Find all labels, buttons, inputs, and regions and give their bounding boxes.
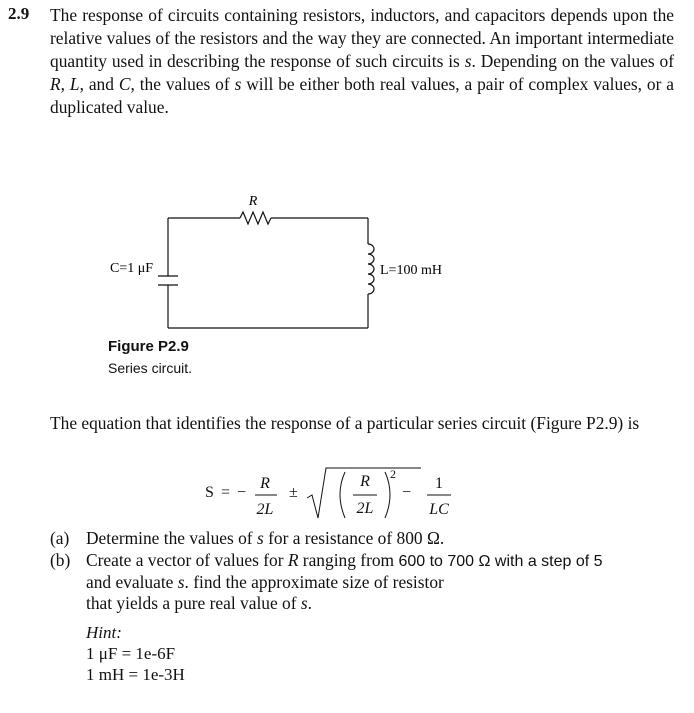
problem-number: 2.9 bbox=[8, 4, 30, 23]
part-a-label: (a) bbox=[50, 528, 70, 548]
formula-lhs: S bbox=[205, 484, 214, 501]
part-b-text: Create a vector of values for R ranging from 600 to 700 Ω with a step of 5 and evaluate s. find the approximate size of resistor that yields a pure real value of s. bbox=[86, 550, 603, 613]
resistor-label: R bbox=[248, 194, 258, 209]
capacitor-label: C=1 μF bbox=[110, 261, 154, 276]
formula-num-r: R bbox=[260, 475, 270, 492]
part-b bbox=[50, 550, 690, 614]
formula-minus-2: − bbox=[402, 484, 412, 501]
problem-intro: The response of circuits containing resistors, inductors, and capacitors depends upon the relative values of the resistors and the way they are connected. An important intermediate quantity used in describing the response of such circuits is s. Depending on the values of R, L, and C, the values of s will be either both real values, a pair of complex values, or a duplicated value. bbox=[50, 5, 674, 117]
hint-block bbox=[86, 622, 185, 685]
formula-equals: = bbox=[221, 484, 231, 501]
resistor-symbol bbox=[240, 212, 271, 224]
part-a-text: Determine the values of s for a resistance of 800 Ω. bbox=[86, 528, 445, 548]
formula-exponent: 2 bbox=[390, 467, 396, 481]
formula-lc: LC bbox=[429, 501, 449, 518]
formula-den-2l: 2L bbox=[256, 501, 274, 518]
figure-caption: Series circuit. bbox=[108, 360, 193, 376]
equation-intro: The equation that identifies the response of a particular series circuit (Figure P2.9) is bbox=[50, 413, 640, 433]
formula-pm: ± bbox=[289, 484, 298, 501]
hint-title: Hint: bbox=[86, 623, 122, 642]
formula-minus: − bbox=[237, 484, 247, 501]
hint-line-1: 1 μF = 1e-6F bbox=[86, 644, 176, 663]
part-b-label: (b) bbox=[50, 550, 71, 570]
response-formula bbox=[195, 462, 475, 522]
part-a bbox=[50, 528, 690, 550]
figure-label: Figure P2.9 bbox=[108, 338, 189, 355]
hint-line-2: 1 mH = 1e-3H bbox=[86, 665, 185, 684]
inductor-label: L=100 mH bbox=[380, 263, 442, 278]
inductor-symbol bbox=[368, 244, 374, 294]
formula-one: 1 bbox=[435, 475, 443, 492]
formula-inner-r: R bbox=[360, 473, 370, 490]
formula-inner-2l: 2L bbox=[356, 500, 374, 517]
